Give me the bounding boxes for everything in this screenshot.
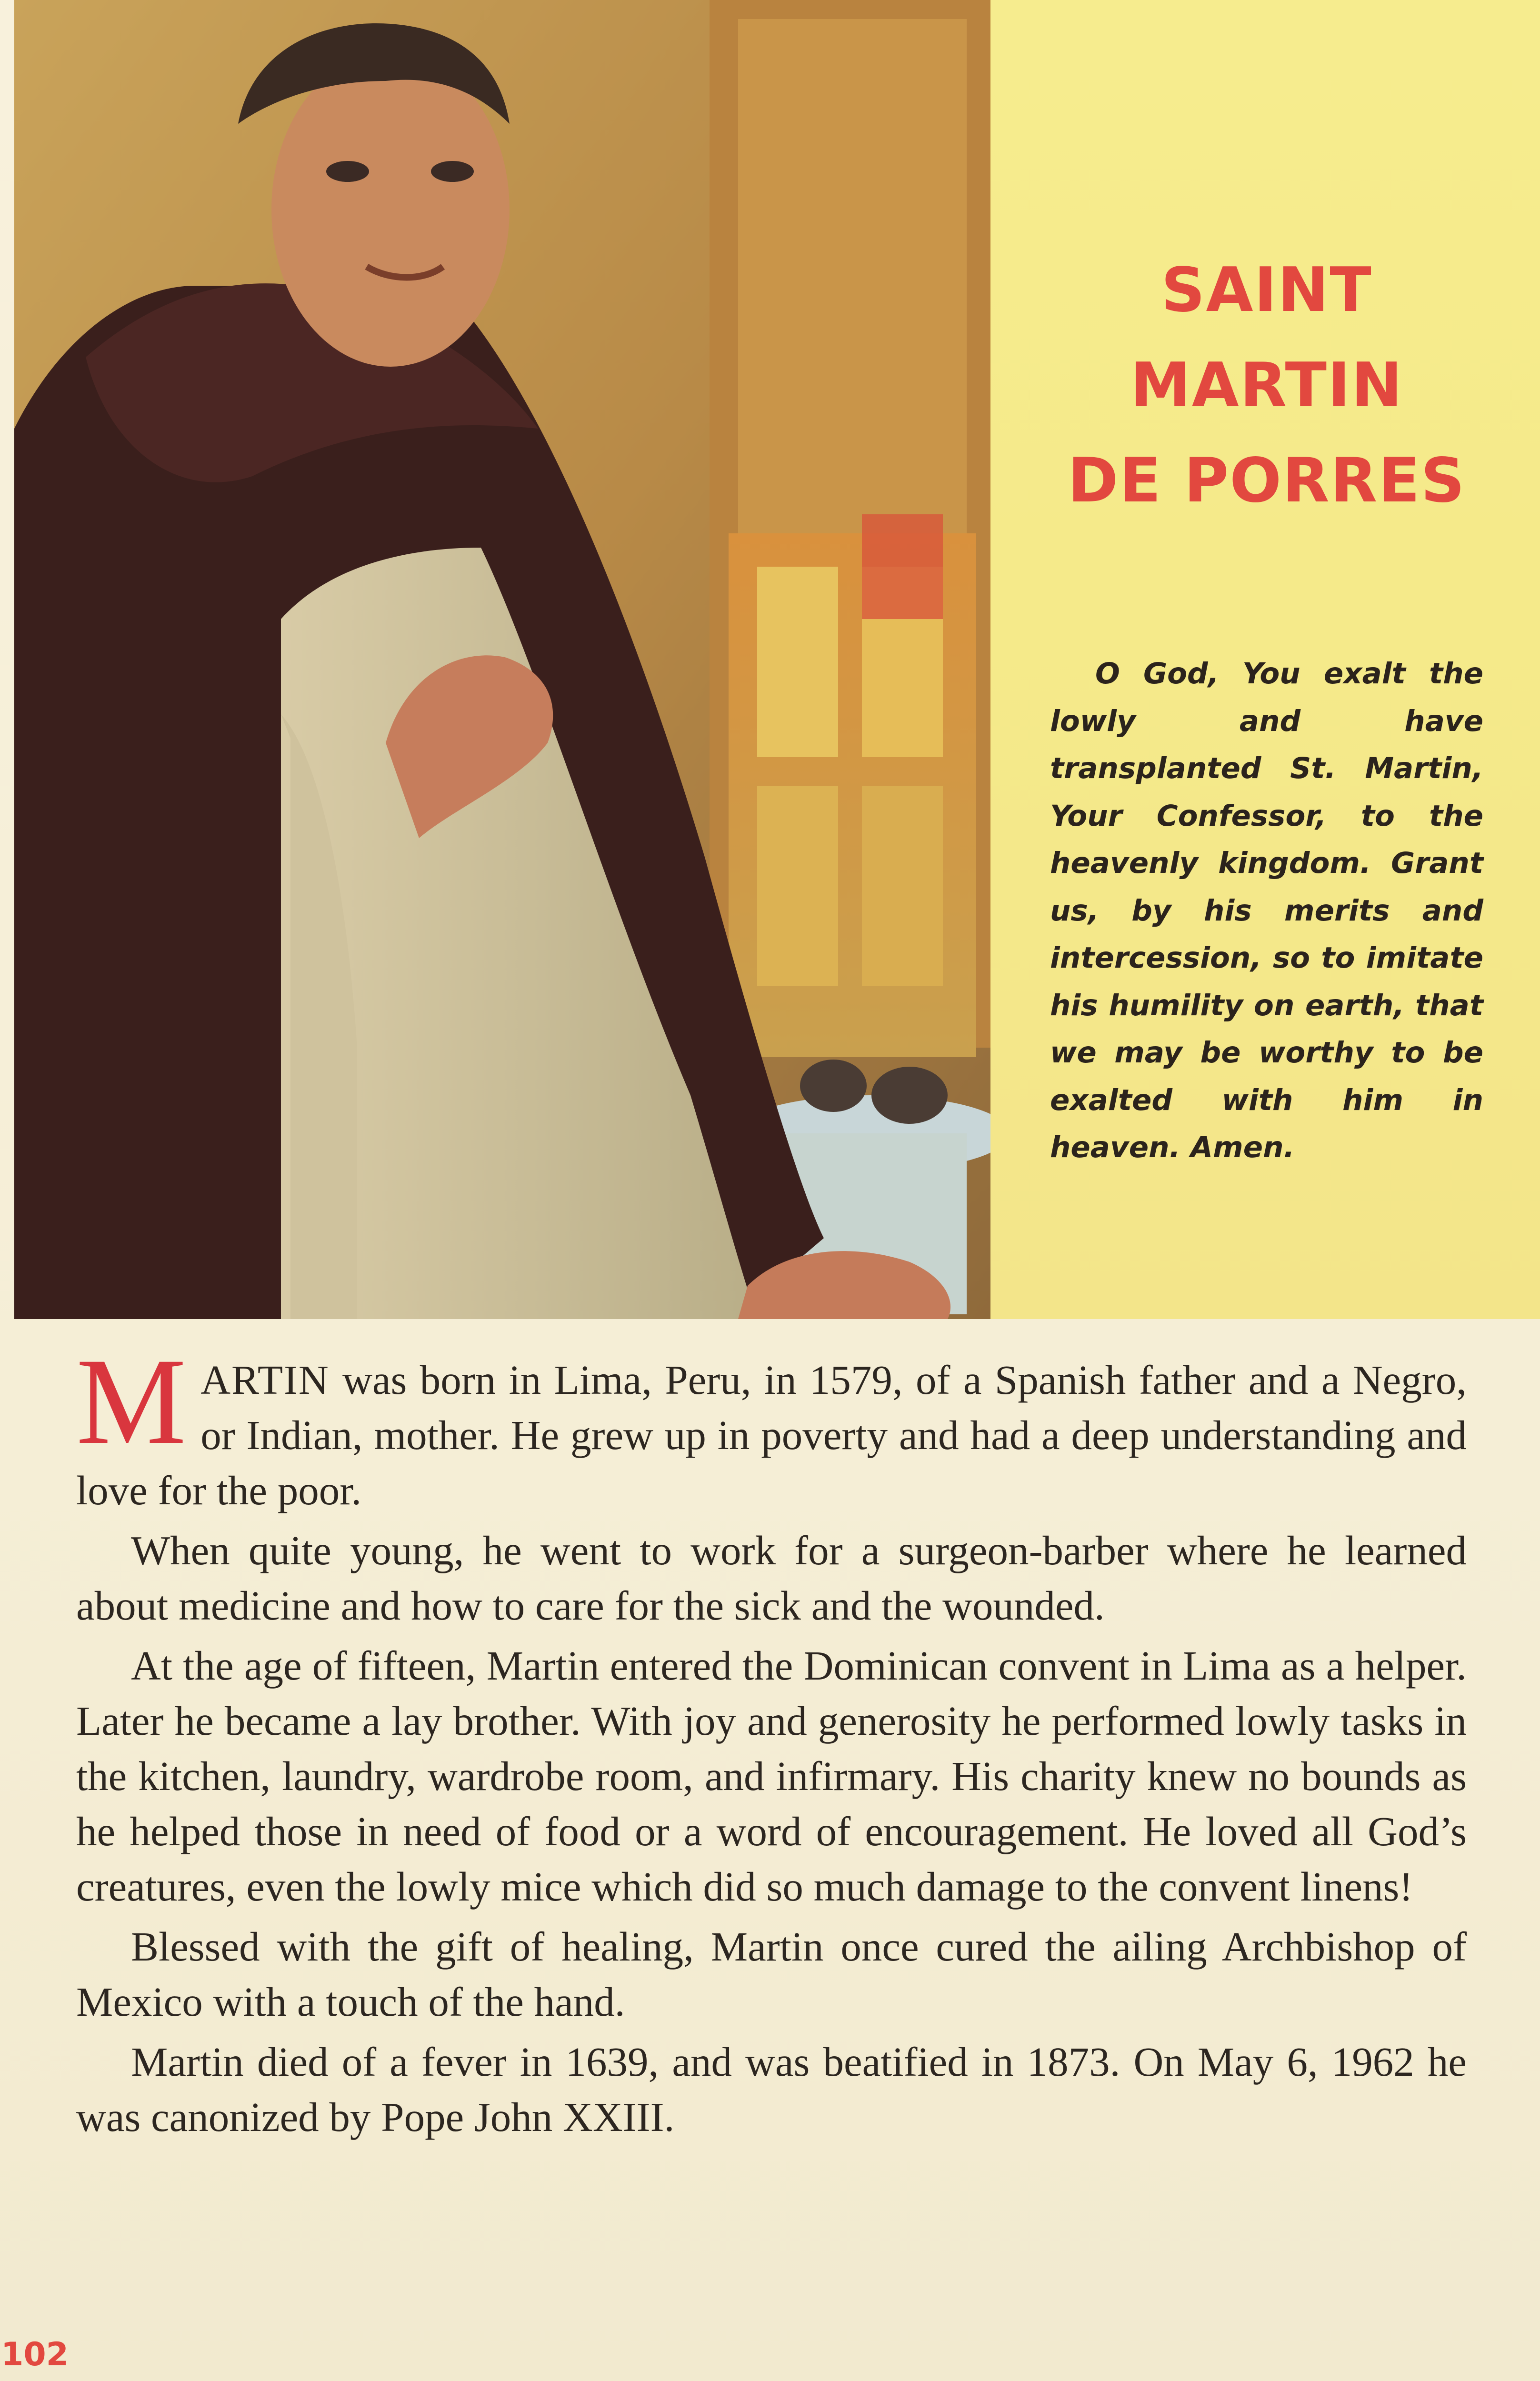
page-number: 102 [1, 2336, 69, 2373]
paragraph-4: Blessed with the gift of healing, Martin once cured the ailing Archbishop of Mexico with a touch of the hand. [76, 1923, 1467, 2025]
paragraph-5: Martin died of a fever in 1639, and was beatified in 1873. On May 6, 1962 he was canonized by Pope John XXIII. [76, 2039, 1467, 2140]
paragraph-1 [76, 1333, 1467, 1518]
drop-cap: M [76, 1333, 187, 1470]
title-line-2: MARTIN [1130, 350, 1403, 421]
saint-title [1029, 243, 1505, 529]
title-line-1: SAINT [1161, 255, 1372, 326]
prayer-text: O God, You exalt the lowly and have transplanted St. Martin, Your Confessor, to the heavenly kingdom. Grant us, by his merits and intercession, so to imitate his humility on earth, that we may be worthy to be exalted with him in heaven. Amen. [1050, 657, 1483, 1164]
saint-portrait-illustration [14, 0, 990, 1319]
painting-icon [14, 0, 990, 1319]
title-line-3: DE PORRES [1068, 445, 1466, 516]
first-word: ARTIN [200, 1357, 330, 1403]
paragraph-2: When quite young, he went to work for a surgeon-barber where he learned about medicine and how to care for the sick and the wounded. [76, 1527, 1467, 1629]
biography-text [76, 1333, 1467, 2150]
paragraph-1-text: was born in Lima, Peru, in 1579, of a Spanish father and a Negro, or Indian, mother. He grew up in poverty and had a deep understanding and love for the poor. [76, 1357, 1467, 1513]
paragraph-3: At the age of fifteen, Martin entered the Dominican convent in Lima as a helper. Later he became a lay brother. With joy and generosity he performed lowly tasks in the kitchen, laundry, wardrobe room, and infirmary. His charity knew no bounds as he helped those in need of food or a word of encouragement. He loved all God’s creatures, even the lowly mice which did so much damage to the convent linens! [76, 1642, 1467, 1910]
